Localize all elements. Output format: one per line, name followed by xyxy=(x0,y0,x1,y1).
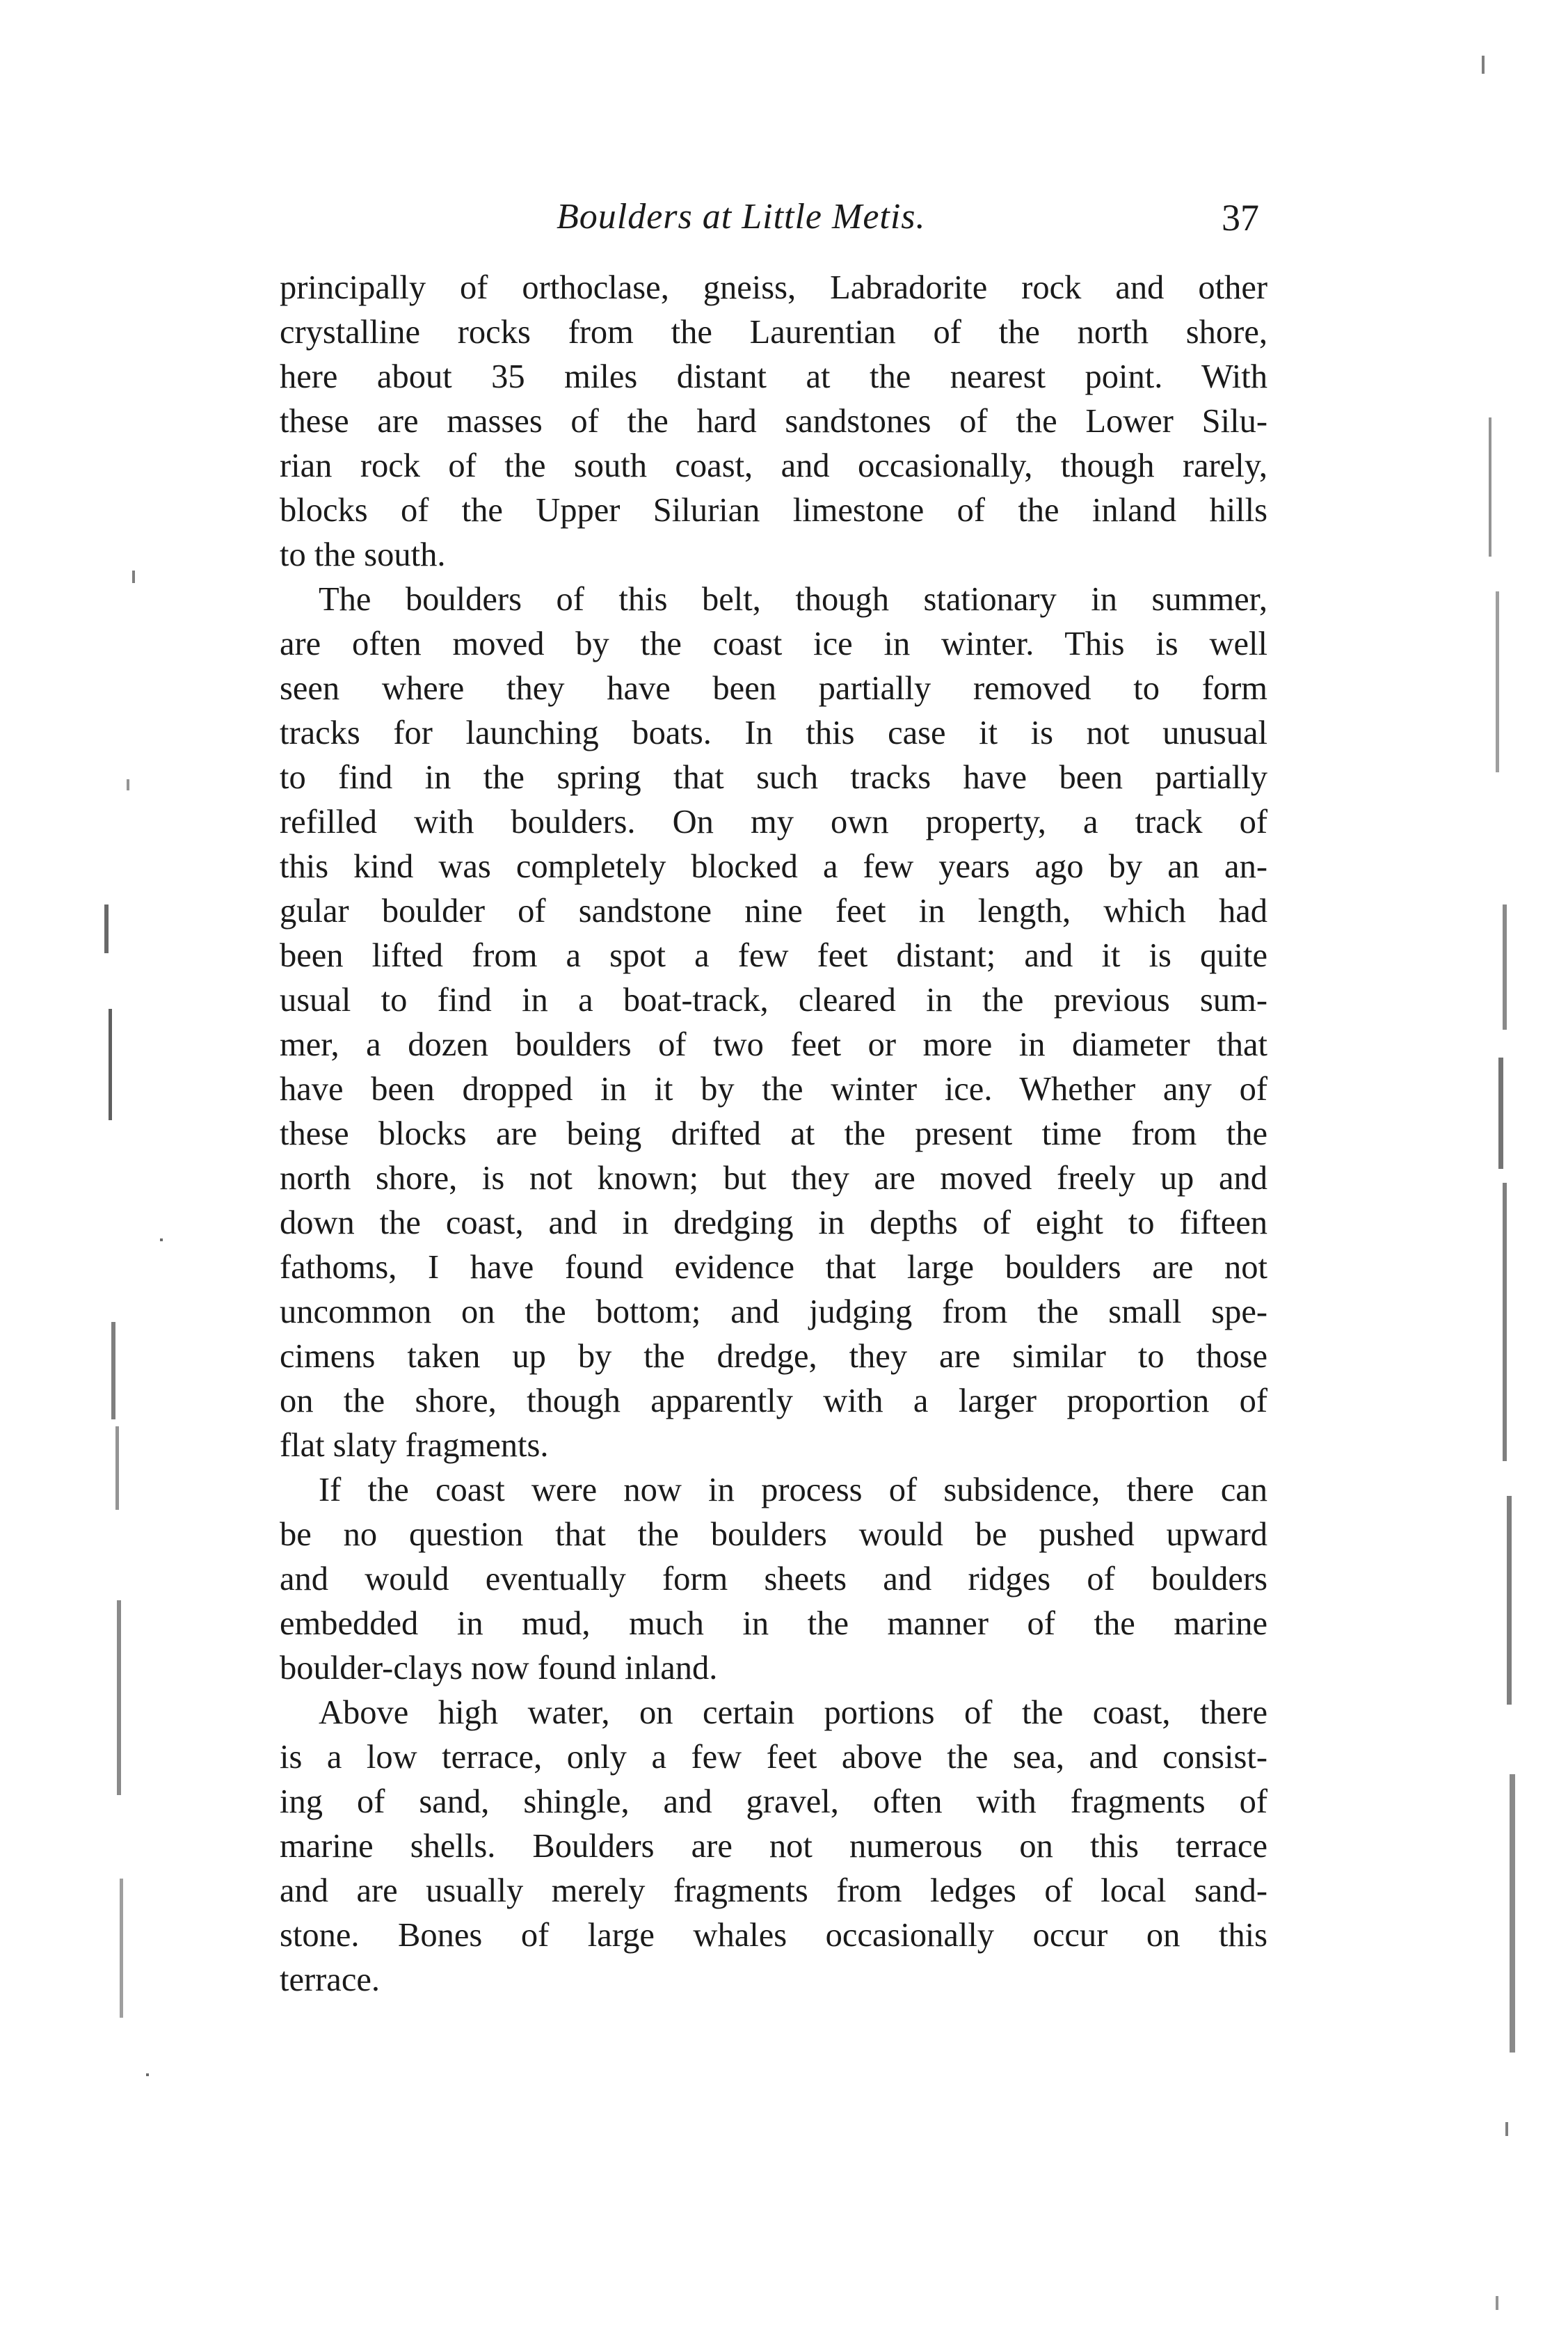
text-line: gular boulder of sandstone nine feet in length, which had xyxy=(280,893,1267,930)
text-line: seen where they have been partially removed to form xyxy=(280,670,1267,707)
text-line: have been dropped in it by the winter ice. Whether any of xyxy=(280,1071,1267,1108)
text-line: usual to find in a boat-track, cleared in the previous sum- xyxy=(280,982,1267,1019)
body-text xyxy=(280,266,1267,2002)
text-line: rian rock of the south coast, and occasionally, though rarely, xyxy=(280,447,1267,484)
paragraph-3 xyxy=(280,1468,1267,1691)
text-line: this kind was completely blocked a few years ago by an an- xyxy=(280,848,1267,885)
text-line: these are masses of the hard sandstones of the Lower Silu- xyxy=(280,403,1267,440)
text-line: fathoms, I have found evidence that large boulders are not xyxy=(280,1249,1267,1286)
text-line: and would eventually form sheets and ridges of boulders xyxy=(280,1561,1267,1597)
left-margin-scan-noise xyxy=(83,0,195,2351)
text-line: cimens taken up by the dredge, they are similar to those xyxy=(280,1338,1267,1375)
paragraph-4 xyxy=(280,1691,1267,2002)
text-line: uncommon on the bottom; and judging from the small spe- xyxy=(280,1293,1267,1330)
paragraph-1 xyxy=(280,266,1267,577)
right-margin-scan-noise xyxy=(1475,0,1551,2351)
paragraph-2 xyxy=(280,577,1267,1468)
page-number: 37 xyxy=(1222,197,1259,239)
text-line: down the coast, and in dredging in depths of eight to fifteen xyxy=(280,1204,1267,1241)
text-line: tracks for launching boats. In this case it is not unusual xyxy=(280,715,1267,751)
text-line: to the south. xyxy=(280,536,446,573)
text-line: blocks of the Upper Silurian limestone of the inland hills xyxy=(280,492,1267,529)
text-line: and are usually merely fragments from ledges of local sand- xyxy=(280,1872,1267,1909)
text-line: Above high water, on certain portions of the coast, there xyxy=(319,1694,1267,1731)
text-line: here about 35 miles distant at the nearest point. With xyxy=(280,358,1267,395)
page-header xyxy=(543,196,1259,252)
text-line: embedded in mud, much in the manner of the marine xyxy=(280,1605,1267,1642)
text-line: on the shore, though apparently with a larger proportion of xyxy=(280,1382,1267,1419)
text-line: If the coast were now in process of subsidence, there can xyxy=(319,1472,1267,1508)
text-line: stone. Bones of large whales occasionally occur on this xyxy=(280,1917,1267,1954)
running-title: Boulders at Little Metis. xyxy=(557,197,926,237)
text-line: crystalline rocks from the Laurentian of the north shore, xyxy=(280,314,1267,351)
text-line: are often moved by the coast ice in winter. This is well xyxy=(280,625,1267,662)
text-line: be no question that the boulders would be pushed upward xyxy=(280,1516,1267,1553)
text-line: been lifted from a spot a few feet distant; and it is quite xyxy=(280,937,1267,974)
text-line: north shore, is not known; but they are moved freely up and xyxy=(280,1160,1267,1197)
text-line: to find in the spring that such tracks have been partially xyxy=(280,759,1267,796)
text-line: is a low terrace, only a few feet above the sea, and consist- xyxy=(280,1739,1267,1776)
text-line: boulder-clays now found inland. xyxy=(280,1650,718,1687)
text-line: mer, a dozen boulders of two feet or more in diameter that xyxy=(280,1026,1267,1063)
text-line: flat slaty fragments. xyxy=(280,1427,549,1464)
text-line: terrace. xyxy=(280,1961,381,1998)
text-line: marine shells. Boulders are not numerous on this terrace xyxy=(280,1828,1267,1865)
text-line: ing of sand, shingle, and gravel, often with fragments of xyxy=(280,1783,1267,1820)
text-line: these blocks are being drifted at the present time from the xyxy=(280,1115,1267,1152)
text-line: refilled with boulders. On my own property, a track of xyxy=(280,804,1267,840)
text-line: The boulders of this belt, though stationary in summer, xyxy=(319,581,1267,618)
text-line: principally of orthoclase, gneiss, Labradorite rock and other xyxy=(280,269,1267,306)
